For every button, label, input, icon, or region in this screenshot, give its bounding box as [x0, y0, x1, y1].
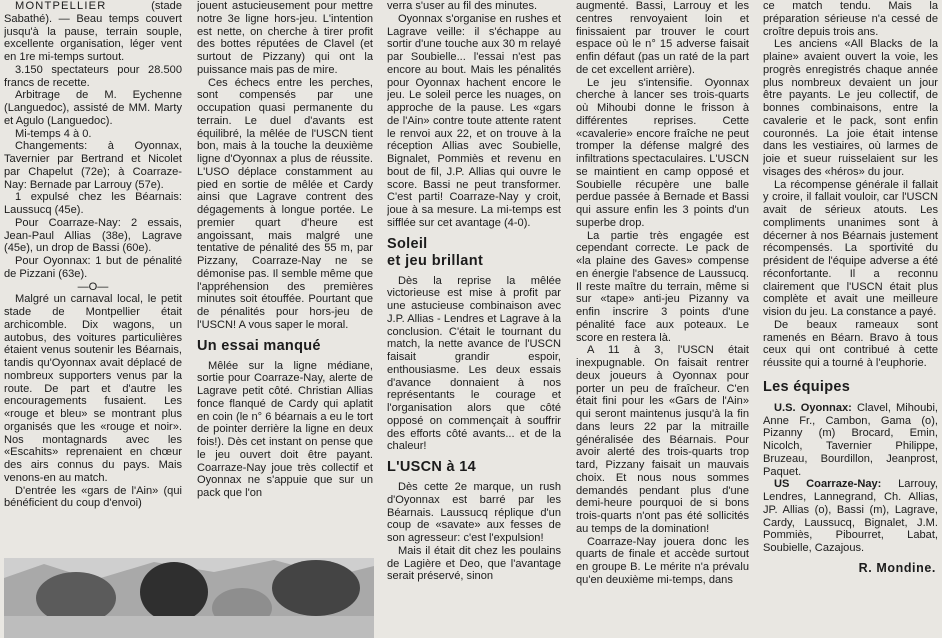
- article-paragraph: [4, 281, 182, 294]
- article-paragraph: [197, 360, 373, 500]
- article-paragraph: [197, 77, 373, 332]
- section-heading: [197, 338, 373, 355]
- paragraph-text: Malgré un carnaval local, le petit stade de Montpellier était archicomble. Dix wagons, un autobus, des voitures particulières étaient venus soutenir les Béarnais, tandis qu'Oyonnax avait déplacé de nombreux supporters venus par la route. De part et d'autre les encouragements fusaient. Les «rouge et bleu» se montrant plus organisés que les «rouge et noir». Nos montagnards avec les «Escahits» reprenaient en chœur des airs connus du pays. Mais venons-en au match.: [4, 293, 182, 484]
- article-paragraph: [4, 140, 182, 191]
- paragraph-text: Oyonnax s'organise en rushes et Lagrave veille: il s'échappe au sortir d'une touche aux 30 m relayé par Soubielle... l'essai n'est pas encore au bout. Mais les pénalités pour Oyonnax hachent encore le jeu. Le soleil perce les nuages, on approche de la pause. Les «gars de l'Ain» contre toute attente ratent le renvoi aux 22, et on trouve à la réception Allias avec Soubielle, Bignalet, Pommiès et revenu en bout de fil, J.P. Allias qui ouvre le score. Bassi ne peut transformer. C'est parti! Coarraze-Nay y croit, joue à sa mesure. La mi-temps est sifflée sur cet avantage (4-0).: [387, 12, 561, 229]
- article-paragraph: [387, 0, 561, 13]
- section-heading: [387, 459, 561, 476]
- paragraph-text: Mi-temps 4 à 0.: [15, 127, 92, 140]
- paragraph-text: De beaux rameaux sont ramenés en Béarn. Bravo à tous ceux qui ont contribué à cette réussite qui a tourné à l'euphorie.: [763, 318, 938, 369]
- paragraph-text: D'entrée les «gars de l'Ain» (qui bénéficient du coup d'envoi): [4, 484, 182, 510]
- article-paragraph: [4, 293, 182, 484]
- article-paragraph: [4, 191, 182, 217]
- paragraph-text: verra s'user au fil des minutes.: [387, 0, 538, 12]
- article-paragraph: [197, 0, 373, 77]
- article-paragraph: [576, 0, 749, 77]
- paragraph-text: Changements: à Oyonnax, Tavernier par Bertrand et Nicolet par Chapelut (72e); à Coarraze-Nay: Bernade par Larrouy (57e).: [4, 140, 182, 191]
- paragraph-text: —O—: [77, 280, 109, 293]
- paragraph-text: Mais il était dit chez les poulains de Lagière et Deo, que l'avantage serait préservé, sinon: [387, 544, 561, 583]
- team-name: US Coarraze-Nay:: [774, 478, 882, 491]
- paragraph-text: Mêlée sur la ligne médiane, sortie pour Coarraze-Nay, alerte de Lagrave petit côté. Christian Allias fonce flanqué de Cardy qui aplatit en coin (le n° 6 béarnais a eu le tort de pointer derrière la ligne en deux fois!). Dès cet instant on pense que le jeu ouvert doit être payant. Coarraze-Nay joue très collectif et Oyonnax ne s'appuie que sur un pack que l'on: [197, 359, 373, 499]
- section-heading-text: L'USCN à 14: [387, 459, 476, 475]
- paragraph-text: Coarraze-Nay jouera donc les quarts de finale et accède surtout en groupe B. Le mérite n'a prévalu qu'en deuxième mi-temps, dans: [576, 535, 749, 586]
- paragraph-text: Arbitrage de M. Eychenne (Languedoc), assisté de MM. Marty et Agulo (Languedoc).: [4, 89, 182, 127]
- article-paragraph: [763, 478, 938, 555]
- paragraph-text: 1 expulsé chez les Béarnais: Laussucq (45e).: [4, 191, 182, 216]
- article-column-3: [387, 0, 561, 631]
- article-paragraph: [576, 344, 749, 535]
- article-paragraph: [576, 77, 749, 230]
- section-heading-text-line2: et jeu brillant: [387, 252, 484, 269]
- article-column-4: [576, 0, 749, 631]
- paragraph-text: La récompense générale il fallait y croire, il fallait vouloir, car l'USCN avait de sérieux atouts. Les compliments unanimes sont à décerner à nos Béarnais justement récompensés. La sportivité du président de l'équipe adverse a été réconfortante. Il a reconnu clairement que l'USCN était plus complète et avait une meilleure vision du jeu. La constance a payé.: [763, 178, 938, 318]
- article-paragraph: [387, 545, 561, 583]
- article-paragraph: [4, 0, 182, 64]
- article-paragraph: [576, 536, 749, 587]
- section-heading: [387, 236, 561, 270]
- section-heading-text: Les équipes: [763, 378, 851, 395]
- paragraph-text: 3.150 spectateurs pour 28.500 francs de recette.: [4, 63, 182, 89]
- paragraph-text: La partie très engagée est cependant correcte. Le pack de «la plaine des Gaves» compense en énergie l'absence de Laussucq. Il reste maître du terrain, même si sur «tape» anti-jeu Pizanny va enfin inscrire 3 points d'une pénalité face aux poteaux. Le score en restera là.: [576, 229, 749, 344]
- paragraph-text: A 11 à 3, l'USCN était inexpugnable. On faisait rentrer deux joueurs à Oyonnax pour porter un peu de fraîcheur. C'en était fini pour les «Gars de l'Ain» qui seront maintenus jusqu'à la fin dans leurs 22 par la mitraille généralisée des Béarnais. Pour avoir alerté des trois-quarts trop tard, Pizzany faisait un mauvais choix. Et nous nous sommes demandés pendant plus d'une demi-heure pourquoi de si bons trois-quarts n'ont pas été sollicités au temps de la domination!: [576, 344, 749, 535]
- match-photo-graphic: [4, 558, 374, 638]
- match-photo: [4, 558, 374, 638]
- article-paragraph: [4, 255, 182, 281]
- paragraph-text: Pour Oyonnax: 1 but de pénalité de Pizzani (63e).: [4, 255, 182, 280]
- article-paragraph: [763, 402, 938, 479]
- article-paragraph: [4, 128, 182, 141]
- paragraph-text: ce match tendu. Mais la préparation sérieuse n'a cessé de croître depuis trois ans.: [763, 0, 938, 38]
- section-heading-text: Un essai manqué: [197, 337, 321, 354]
- article-paragraph: [763, 319, 938, 370]
- article-paragraph: [4, 89, 182, 127]
- paragraph-text: Clavel, Mihoubi, Anne Fr., Cambon, Gama (o), Pizanny (m) Brocard, Emin, Nicolch, Tavernier Philippe, Bruzeau, Bourdillon, Jeanprost, Paquet.: [763, 401, 938, 478]
- article-paragraph: [763, 179, 938, 319]
- article-paragraph: [576, 230, 749, 345]
- article-author: R. Mondine.: [858, 560, 936, 575]
- paragraph-text: Ces échecs entre les perches, sont compensés par une occupation quasi permanente du terrain. Le duel d'avants est équilibré, la mêlée de l'USCN tient bon, mais à la touche la deuxième ligne d'Oyonnax a plus de réussite. L'USO déplace constamment au pied en sortie de mêlée et Cardy ainsi que Lagrave contrent des dégagements à longue portée. Le premier quart d'heure est angoissant, mais malgré une tentative de pénalité des 55 m, par Pizzany, Coarraze-Nay ne se démonise pas. Il semble même que l'appréhension des premières minutes soit étouffée. Pourtant que de pénalités pour hors-jeu de l'USCN! A vous saper le moral.: [197, 76, 373, 331]
- article-column-5: [763, 0, 938, 631]
- article-paragraph: [387, 275, 561, 454]
- article-paragraph: [387, 481, 561, 545]
- article-column-1: [4, 0, 182, 631]
- section-heading-text: Soleil: [387, 235, 428, 252]
- article-paragraph: [763, 38, 938, 178]
- paragraph-text: Dès cette 2e marque, un rush d'Oyonnax est barré par les Béarnais. Laussucq réplique d'un coup de «savate» aux fesses de son agresseur: c'est l'expulsion!: [387, 481, 561, 544]
- article-column-2: [197, 0, 373, 631]
- paragraph-text: Pour Coarraze-Nay: 2 essais, Jean-Paul Allias (38e), Lagrave (45e), un drop de Bassi (60e).: [4, 216, 182, 255]
- article-paragraph: [4, 217, 182, 255]
- dateline: MONTPELLIER: [15, 0, 107, 12]
- article-paragraph: [763, 0, 938, 38]
- section-heading: [763, 379, 938, 396]
- paragraph-text: Larrouy, Lendres, Lannegrand, Ch. Allias, JP. Allias (o), Bassi (m), Lagrave, Cardy, Laussucq, Bignalet, J.M. Pommiès, Pibourret, Labat, Soubielle, Cazajous.: [763, 478, 938, 554]
- paragraph-text: (stade Sabathé). — Beau temps couvert jusqu'à la pause, terrain souple, excellente organisation, léger vent en 1re mi-temps surtout.: [4, 0, 182, 63]
- team-name: U.S. Oyonnax:: [774, 401, 852, 414]
- paragraph-text: jouent astucieusement pour mettre notre 3e ligne hors-jeu. L'intention est nette, on cherche à tirer profit des bottes réputées de Clavel (et surtout de Pizzany) qui ont la puissance mais pas de mire.: [197, 0, 373, 76]
- article-paragraph: [387, 13, 561, 230]
- article-paragraph: [4, 485, 182, 511]
- paragraph-text: augmenté. Bassi, Larrouy et les centres renvoyaient loin et finissaient par trouver le court espace où le n° 15 adverse faisait enfin défaut (pas un raté de la part de cet excellent arrière).: [576, 0, 749, 76]
- paragraph-text: Les anciens «All Blacks de la plaine» avaient ouvert la voie, les progrès enregistrés chaque année plus nombreux devaient un jour être payants. Le jeu collectif, de bonnes combinaisons, entre la cavalerie et le pack, sont enfin couronnés. La joie était intense dans les vestiaires, où larmes de joie et sueur ruisselaient sur les visages des «héros» du jour.: [763, 38, 938, 178]
- paragraph-text: Le jeu s'intensifie. Oyonnax cherche à lancer ses trois-quarts où Mihoubi donne le frisson à différentes reprises. Cette «cavalerie» encore fraîche ne peut tromper la défense malgré des infiltrations spectaculaires. L'USCN se maintient en camp opposé et Soubielle récupère une balle perdue passée à Bernade et Bassi qui assure enfin les 3 points d'un superbe drop.: [576, 76, 749, 229]
- paragraph-text: Dès la reprise la mêlée victorieuse est mise à profit par une astucieuse combinaison avec J.P. Allias - Lendres et Lagrave à la conclusion. C'était le tournant du match, la nette avance de l'USCN faisait grandir espoir, enthousiasme. Les deux essais d'avance donnaient à nos représentants le courage et l'organisation alors que côté opposé on commençait à souffrir des efforts côté avants... et de la chaleur!: [387, 274, 561, 453]
- article-paragraph: [4, 64, 182, 90]
